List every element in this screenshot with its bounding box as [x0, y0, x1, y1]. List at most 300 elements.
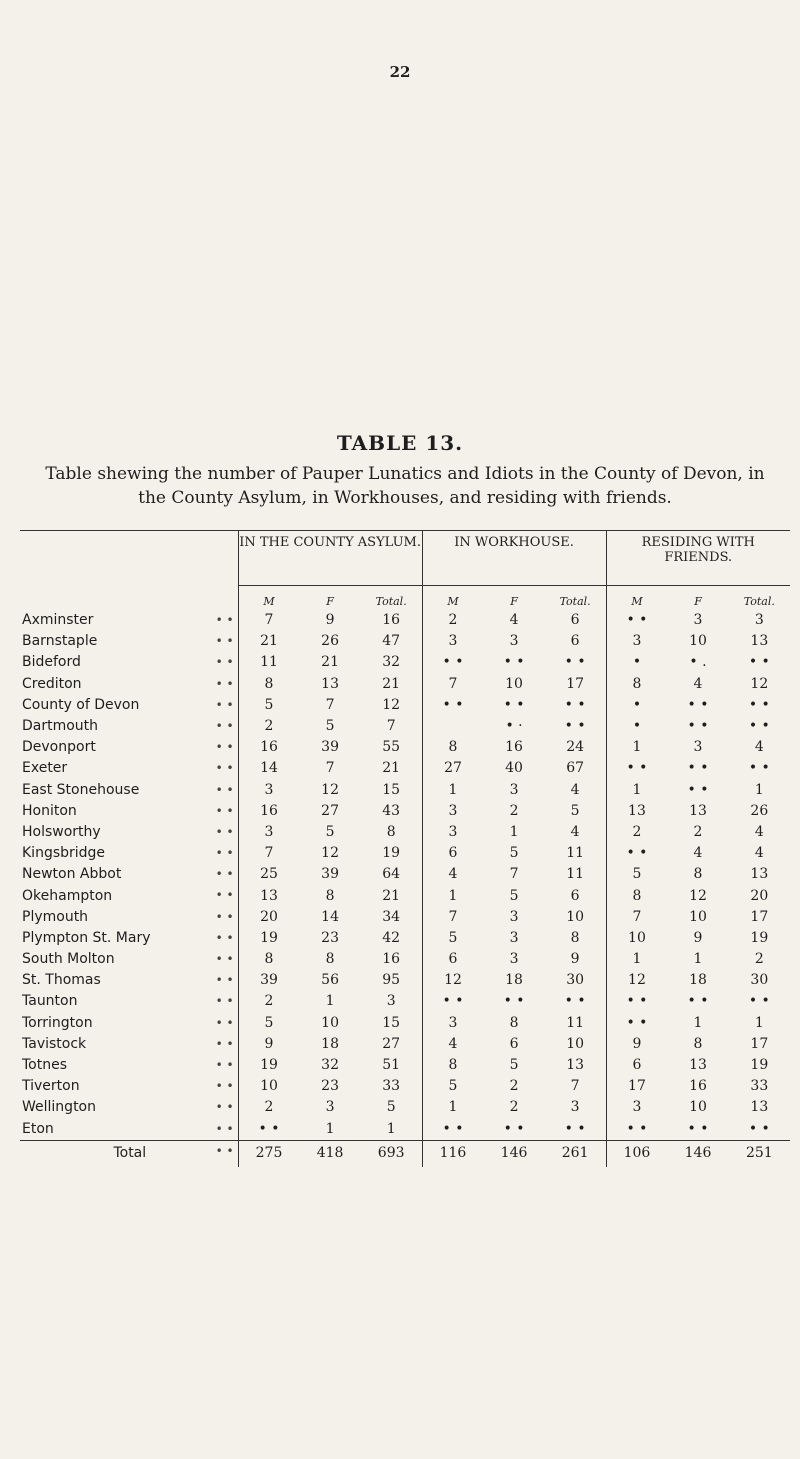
table-row	[20, 949, 790, 970]
friends-total-cell: 33	[750, 1078, 769, 1095]
asylum-f-cell: 14	[321, 908, 339, 925]
asylum-m-cell: 3	[238, 822, 299, 843]
workhouse-f-cell: • •	[503, 1120, 525, 1137]
asylum-f-header: F	[299, 586, 360, 611]
friends-m-cell: 5	[606, 864, 667, 885]
asylum-m-cell: 2	[238, 991, 299, 1012]
workhouse-m-cell: • •	[422, 991, 483, 1012]
group-header-asylum: IN THE COUNTY ASYLUM.	[238, 531, 422, 586]
friends-m-cell: 8	[606, 674, 667, 695]
friends-m-cell: 1	[606, 737, 667, 758]
workhouse-f-cell: • ·	[505, 718, 523, 735]
friends-total-cell: 1	[754, 1014, 764, 1031]
district-name-text: Holsworthy	[22, 823, 101, 840]
asylum-f-cell: 32	[321, 1057, 339, 1074]
asylum-total-cell: 693	[361, 1140, 422, 1167]
workhouse-total-cell: 6	[570, 612, 580, 629]
friends-f-cell: 16	[689, 1078, 707, 1095]
table-row	[20, 695, 790, 716]
friends-f-cell: • •	[687, 696, 709, 713]
dot-leader: • •	[215, 613, 234, 627]
workhouse-total-cell: 9	[570, 951, 580, 968]
workhouse-f-cell: 3	[509, 908, 519, 925]
asylum-total-cell: 19	[382, 845, 401, 862]
asylum-f-cell: 8	[325, 951, 335, 968]
table-row	[20, 737, 790, 758]
friends-total-cell: 12	[750, 675, 769, 692]
workhouse-m-cell: 116	[422, 1140, 483, 1167]
workhouse-total-cell: 17	[566, 675, 585, 692]
total-row	[20, 1140, 790, 1167]
dot-leader: • •	[215, 718, 234, 733]
district-name	[20, 1034, 238, 1055]
district-name	[20, 695, 238, 716]
dot-leader: • •	[215, 1100, 234, 1115]
workhouse-f-cell: 10	[505, 675, 523, 692]
asylum-f-cell: 39	[321, 739, 339, 756]
asylum-m-cell: 11	[238, 652, 299, 673]
workhouse-m-cell: 1	[422, 1097, 483, 1118]
workhouse-f-cell: 3	[509, 929, 519, 946]
asylum-m-cell: 8	[238, 674, 299, 695]
asylum-m-cell: 3	[238, 780, 299, 801]
asylum-m-cell: 7	[238, 843, 299, 864]
workhouse-f-cell: 16	[505, 739, 523, 756]
friends-f-cell: 1	[693, 951, 703, 968]
friends-total-cell: 30	[750, 972, 769, 989]
table-row	[20, 652, 790, 673]
workhouse-m-cell: 1	[422, 885, 483, 906]
asylum-f-cell: 1	[325, 993, 335, 1010]
sub-header-row	[20, 586, 790, 611]
dot-leader: • •	[215, 634, 234, 649]
friends-f-cell: 10	[689, 1099, 707, 1116]
friends-total-cell: 17	[750, 908, 769, 925]
asylum-f-cell: 9	[325, 612, 335, 629]
table-row	[20, 1097, 790, 1118]
friends-m-cell: • •	[606, 843, 667, 864]
workhouse-total-cell: • •	[564, 993, 586, 1010]
table-row	[20, 885, 790, 906]
district-name	[20, 1097, 238, 1118]
workhouse-f-cell: 40	[505, 760, 523, 777]
workhouse-total-cell: 10	[566, 1035, 585, 1052]
workhouse-m-header: M	[422, 586, 483, 611]
district-name-text: Dartmouth	[22, 718, 99, 735]
dot-leader: • •	[215, 1057, 234, 1072]
district-name-text: Exeter	[22, 760, 68, 777]
asylum-total-cell: 51	[382, 1057, 401, 1074]
asylum-f-cell: 5	[325, 823, 335, 840]
workhouse-total-cell: • •	[564, 1120, 586, 1137]
workhouse-m-cell: • •	[422, 652, 483, 673]
dot-leader: • •	[215, 1121, 234, 1136]
friends-f-cell: 12	[689, 887, 707, 904]
workhouse-total-cell: 4	[570, 781, 580, 798]
district-name	[20, 801, 238, 822]
district-name	[20, 991, 238, 1012]
dot-leader: • •	[215, 676, 234, 691]
asylum-f-cell: 1	[325, 1120, 335, 1137]
friends-total-cell: 1	[754, 781, 764, 798]
district-name	[20, 970, 238, 991]
asylum-total-cell: 7	[386, 718, 396, 735]
workhouse-f-cell: • •	[503, 654, 525, 671]
asylum-m-cell: 10	[238, 1076, 299, 1097]
friends-f-cell: • •	[687, 760, 709, 777]
asylum-f-cell: 12	[321, 781, 339, 798]
asylum-total-cell: 16	[382, 951, 401, 968]
friends-total-header: Total.	[729, 586, 790, 611]
district-name-text: County of Devon	[22, 696, 140, 713]
friends-m-cell: •	[606, 695, 667, 716]
workhouse-f-cell: 18	[505, 972, 523, 989]
friends-f-cell: • .	[689, 654, 707, 671]
dot-leader: • •	[215, 1143, 234, 1158]
district-name-text: Bideford	[22, 654, 81, 671]
group-header-workhouse: IN WORKHOUSE.	[422, 531, 606, 586]
workhouse-m-cell: 2	[422, 610, 483, 631]
friends-m-cell: •	[606, 716, 667, 737]
friends-total-cell: 19	[750, 929, 769, 946]
workhouse-f-cell: 2	[509, 1078, 519, 1095]
table-row	[20, 801, 790, 822]
district-name-text: Newton Abbot	[22, 866, 122, 883]
asylum-m-cell: 16	[238, 801, 299, 822]
friends-f-cell: 2	[693, 823, 703, 840]
district-name	[20, 631, 238, 652]
asylum-f-cell: 8	[325, 887, 335, 904]
workhouse-total-header: Total.	[545, 586, 606, 611]
asylum-m-cell: 275	[238, 1140, 299, 1167]
asylum-m-cell: 25	[238, 864, 299, 885]
asylum-f-cell: 27	[321, 802, 339, 819]
friends-f-cell: 9	[693, 929, 703, 946]
friends-f-cell: 3	[693, 739, 703, 756]
friends-m-cell: 8	[606, 885, 667, 906]
friends-total-cell: • •	[748, 1120, 770, 1137]
friends-f-cell: 3	[693, 612, 703, 629]
table-title: TABLE 13.	[336, 431, 464, 455]
asylum-total-cell: 21	[382, 675, 401, 692]
asylum-total-cell: 8	[386, 823, 396, 840]
workhouse-total-cell: 3	[570, 1099, 580, 1116]
district-name-text: Plymouth	[22, 908, 89, 925]
asylum-m-cell: 13	[238, 885, 299, 906]
table-row	[20, 864, 790, 885]
table-row	[20, 631, 790, 652]
pauper-lunatics-table-container	[20, 530, 790, 1167]
workhouse-total-cell: 8	[570, 929, 580, 946]
workhouse-total-cell: • •	[564, 654, 586, 671]
dot-leader: • •	[215, 803, 234, 818]
asylum-m-cell: 16	[238, 737, 299, 758]
district-name-text: Wellington	[22, 1099, 96, 1116]
friends-f-cell: 4	[693, 845, 703, 862]
workhouse-f-header: F	[483, 586, 544, 611]
dot-leader: • •	[215, 867, 234, 882]
friends-m-cell: • •	[606, 758, 667, 779]
asylum-f-cell: 26	[321, 633, 339, 650]
friends-total-cell: • •	[748, 718, 770, 735]
workhouse-total-cell: 67	[566, 760, 585, 777]
friends-total-cell: 4	[754, 823, 764, 840]
table-row	[20, 970, 790, 991]
asylum-total-cell: 15	[382, 781, 401, 798]
workhouse-m-cell: 6	[422, 843, 483, 864]
workhouse-m-cell: 12	[422, 970, 483, 991]
asylum-f-cell: 12	[321, 845, 339, 862]
dot-leader: • •	[215, 761, 234, 776]
district-name-text: Torrington	[22, 1014, 93, 1031]
friends-m-cell: 13	[606, 801, 667, 822]
friends-total-cell: 4	[754, 739, 764, 756]
district-name-text: Barnstaple	[22, 633, 98, 650]
table-caption: Table shewing the number of Pauper Lunatics and Idiots in the County of Devon, in the County Asylum, in Workhouses, and residing with friends.	[45, 464, 765, 508]
workhouse-m-cell: 7	[422, 907, 483, 928]
asylum-total-cell: 16	[382, 612, 401, 629]
table-row	[20, 1013, 790, 1034]
workhouse-f-cell: 5	[509, 887, 519, 904]
table-row	[20, 716, 790, 737]
friends-total-cell: 4	[754, 845, 764, 862]
district-name	[20, 885, 238, 906]
district-name-text: Kingsbridge	[22, 845, 106, 862]
district-name	[20, 610, 238, 631]
asylum-f-cell: 21	[321, 654, 339, 671]
workhouse-total-cell: 11	[566, 866, 585, 883]
total-label	[20, 1140, 238, 1167]
workhouse-m-cell: 4	[422, 864, 483, 885]
asylum-total-cell: 64	[382, 866, 401, 883]
district-name	[20, 716, 238, 737]
friends-m-header: M	[606, 586, 667, 611]
workhouse-total-cell: 6	[570, 633, 580, 650]
dot-leader: • •	[215, 655, 234, 670]
asylum-f-cell: 23	[321, 1078, 339, 1095]
asylum-m-cell: 7	[238, 610, 299, 631]
group-header-row	[20, 531, 790, 586]
friends-f-cell: • •	[687, 718, 709, 735]
friends-f-cell: 1	[693, 1014, 703, 1031]
friends-m-cell: 6	[606, 1055, 667, 1076]
table-row	[20, 822, 790, 843]
asylum-m-cell: 19	[238, 928, 299, 949]
asylum-f-cell: 10	[321, 1014, 339, 1031]
workhouse-total-cell: • •	[564, 696, 586, 713]
district-name-text: Axminster	[22, 612, 94, 629]
dot-leader: • •	[215, 697, 234, 712]
workhouse-m-cell: 1	[422, 780, 483, 801]
workhouse-f-cell: 7	[509, 866, 519, 883]
workhouse-m-cell: 3	[422, 801, 483, 822]
asylum-total-cell: 42	[382, 929, 401, 946]
friends-f-cell: 8	[693, 866, 703, 883]
district-name	[20, 1119, 238, 1141]
asylum-total-cell: 21	[382, 760, 401, 777]
asylum-f-cell: 5	[325, 718, 335, 735]
friends-m-cell: 1	[606, 780, 667, 801]
district-name-text: Totnes	[22, 1057, 68, 1074]
dot-leader: • •	[215, 930, 234, 945]
friends-m-cell: • •	[606, 991, 667, 1012]
district-name	[20, 652, 238, 673]
workhouse-f-cell: 2	[509, 802, 519, 819]
district-header-blank	[20, 531, 238, 586]
friends-total-cell: 13	[750, 633, 769, 650]
friends-f-cell: 10	[689, 633, 707, 650]
workhouse-total-cell: 24	[566, 739, 585, 756]
asylum-f-cell: 418	[299, 1140, 360, 1167]
friends-f-cell: 8	[693, 1035, 703, 1052]
pauper-lunatics-table	[20, 530, 790, 1167]
workhouse-f-cell: • •	[503, 696, 525, 713]
asylum-f-cell: 23	[321, 929, 339, 946]
workhouse-f-cell: 1	[509, 823, 519, 840]
table-row	[20, 1055, 790, 1076]
workhouse-m-cell: 7	[422, 674, 483, 695]
friends-f-cell: 4	[693, 675, 703, 692]
friends-total-cell: 3	[754, 612, 764, 629]
workhouse-f-cell: 6	[509, 1035, 519, 1052]
workhouse-f-cell: 4	[509, 612, 519, 629]
workhouse-f-cell: 8	[509, 1014, 519, 1031]
dot-leader: • •	[215, 846, 234, 861]
asylum-f-cell: 39	[321, 866, 339, 883]
asylum-total-cell: 34	[382, 908, 401, 925]
workhouse-m-cell: 8	[422, 737, 483, 758]
asylum-m-cell: 19	[238, 1055, 299, 1076]
workhouse-m-cell: 3	[422, 822, 483, 843]
table-row	[20, 928, 790, 949]
workhouse-f-cell: 146	[483, 1140, 544, 1167]
table-row	[20, 610, 790, 631]
page-number: 22	[389, 63, 411, 81]
workhouse-m-cell: 27	[422, 758, 483, 779]
table-row	[20, 1119, 790, 1141]
table-row	[20, 1076, 790, 1097]
workhouse-total-cell: 13	[566, 1057, 585, 1074]
asylum-total-cell: 47	[382, 633, 401, 650]
friends-m-cell: 10	[606, 928, 667, 949]
friends-f-cell: • •	[687, 1120, 709, 1137]
workhouse-m-cell: 8	[422, 1055, 483, 1076]
district-name-text: South Molton	[22, 951, 115, 968]
friends-total-cell: • •	[748, 760, 770, 777]
table-row	[20, 674, 790, 695]
friends-f-cell: • •	[687, 781, 709, 798]
district-name-text: Tavistock	[22, 1035, 87, 1052]
workhouse-total-cell: 4	[570, 823, 580, 840]
dot-leader: • •	[215, 909, 234, 924]
district-name	[20, 780, 238, 801]
friends-total-cell: • •	[748, 696, 770, 713]
dot-leader: • •	[215, 888, 234, 903]
asylum-total-cell: 55	[382, 739, 401, 756]
district-name	[20, 1076, 238, 1097]
district-name	[20, 1055, 238, 1076]
friends-f-cell: 146	[667, 1140, 728, 1167]
asylum-m-cell: • •	[238, 1119, 299, 1141]
asylum-total-cell: 27	[382, 1035, 401, 1052]
district-name	[20, 758, 238, 779]
workhouse-m-cell: 4	[422, 1034, 483, 1055]
friends-total-cell: 20	[750, 887, 769, 904]
friends-total-cell: 13	[750, 866, 769, 883]
dot-leader: • •	[215, 1079, 234, 1094]
workhouse-m-cell: • •	[422, 695, 483, 716]
table-row	[20, 758, 790, 779]
friends-m-cell: • •	[606, 1013, 667, 1034]
friends-total-cell: 26	[750, 802, 769, 819]
district-name-text: East Stonehouse	[22, 781, 140, 798]
asylum-f-cell: 56	[321, 972, 339, 989]
asylum-f-cell: 13	[321, 675, 339, 692]
dot-leader: • •	[215, 1015, 234, 1030]
district-name-text: Crediton	[22, 675, 82, 692]
district-name-text: St. Thomas	[22, 972, 101, 989]
friends-m-cell: • •	[606, 1119, 667, 1141]
district-name-text: Devonport	[22, 739, 96, 756]
friends-f-header: F	[667, 586, 728, 611]
friends-f-cell: • •	[687, 993, 709, 1010]
workhouse-f-cell: • •	[503, 993, 525, 1010]
district-name	[20, 1013, 238, 1034]
friends-m-cell: 7	[606, 907, 667, 928]
workhouse-f-cell: 5	[509, 1057, 519, 1074]
asylum-total-cell: 33	[382, 1078, 401, 1095]
asylum-total-cell: 21	[382, 887, 401, 904]
workhouse-total-cell: 10	[566, 908, 585, 925]
asylum-m-cell: 5	[238, 695, 299, 716]
workhouse-m-cell: 5	[422, 1076, 483, 1097]
table-row	[20, 1034, 790, 1055]
district-name-text: Okehampton	[22, 887, 113, 904]
friends-total-cell: 251	[729, 1140, 790, 1167]
workhouse-total-cell: 11	[566, 845, 585, 862]
asylum-f-cell: 3	[325, 1099, 335, 1116]
asylum-total-cell: 5	[386, 1099, 396, 1116]
asylum-total-cell: 32	[382, 654, 401, 671]
dot-leader: • •	[215, 1036, 234, 1051]
dot-leader: • •	[215, 973, 234, 988]
asylum-f-cell: 18	[321, 1035, 339, 1052]
workhouse-total-cell: 30	[566, 972, 585, 989]
workhouse-f-cell: 3	[509, 781, 519, 798]
workhouse-f-cell: 3	[509, 633, 519, 650]
friends-total-cell: 17	[750, 1035, 769, 1052]
dot-leader: • •	[215, 740, 234, 755]
district-name-text: Plympton St. Mary	[22, 929, 151, 946]
asylum-total-cell: 95	[382, 972, 401, 989]
friends-f-cell: 10	[689, 908, 707, 925]
asylum-total-cell: 15	[382, 1014, 401, 1031]
friends-m-cell: 9	[606, 1034, 667, 1055]
workhouse-m-cell: 3	[422, 631, 483, 652]
asylum-m-cell: 8	[238, 949, 299, 970]
district-name	[20, 864, 238, 885]
workhouse-total-cell: 11	[566, 1014, 585, 1031]
table-row	[20, 907, 790, 928]
friends-m-cell: 3	[606, 631, 667, 652]
dot-leader: • •	[215, 782, 234, 797]
district-name	[20, 822, 238, 843]
dot-leader: • •	[215, 824, 234, 839]
table-body	[20, 610, 790, 1167]
table-row	[20, 991, 790, 1012]
district-name-text: Taunton	[22, 993, 78, 1010]
workhouse-total-cell: 6	[570, 887, 580, 904]
